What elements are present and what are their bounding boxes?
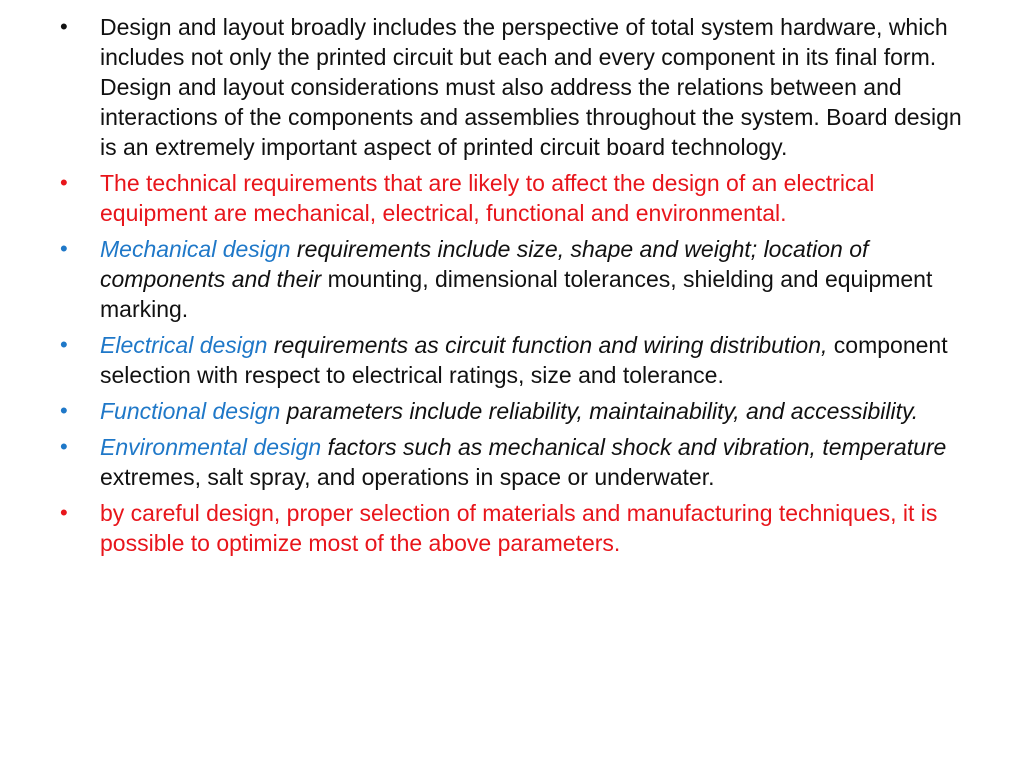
bullet-text: component selection with respect to electrical ratings, size and tolerance.: [100, 332, 948, 388]
bullet-mechanical-design: [54, 234, 974, 324]
bullet-text-italic: parameters include reliability, maintainability, and accessibility.: [280, 398, 919, 424]
bullet-design-layout: [54, 12, 974, 162]
bullet-point-icon: •: [60, 14, 68, 39]
bullet-text-italic: factors such as mechanical shock and vibration, temperature: [321, 434, 947, 460]
bullet-point-icon: •: [60, 434, 68, 459]
bullet-point-icon: •: [60, 236, 68, 261]
bullet-technical-requirements: [54, 168, 974, 228]
bullet-text: mounting, dimensional tolerances, shielding and equipment marking.: [100, 266, 933, 322]
bullet-point-icon: •: [60, 500, 68, 525]
bullet-text: by careful design, proper selection of materials and manufacturing techniques, it is possible to optimize most of the above parameters.: [100, 500, 938, 556]
bullet-environmental-design: [54, 432, 974, 492]
term-mechanical-design: Mechanical design: [100, 236, 291, 262]
bullet-text: The technical requirements that are likely to affect the design of an electrical equipment are mechanical, electrical, functional and environmental.: [100, 170, 875, 226]
bullet-functional-design: [54, 396, 974, 426]
bullet-point-icon: •: [60, 398, 68, 423]
bullet-point-icon: •: [60, 170, 68, 195]
bullet-careful-design: [54, 498, 974, 558]
term-electrical-design: Electrical design: [100, 332, 268, 358]
bullet-text: Design and layout broadly includes the perspective of total system hardware, which includes not only the printed circuit but each and every component in its final form. Design and layout considerations must also address the relations between and interactions of the components and assemblies throughout the system. Board design is an extremely important aspect of printed circuit board technology.: [100, 14, 962, 160]
term-environmental-design: Environmental design: [100, 434, 322, 460]
bullet-point-icon: •: [60, 332, 68, 357]
term-functional-design: Functional design: [100, 398, 281, 424]
bullet-text-italic: requirements as circuit function and wiring distribution,: [267, 332, 828, 358]
bullet-text-italic: requirements include size, shape and weight; location of components and their: [100, 236, 869, 292]
bullet-list: [54, 12, 974, 564]
bullet-text: extremes, salt spray, and operations in space or underwater.: [100, 464, 715, 490]
bullet-electrical-design: [54, 330, 974, 390]
